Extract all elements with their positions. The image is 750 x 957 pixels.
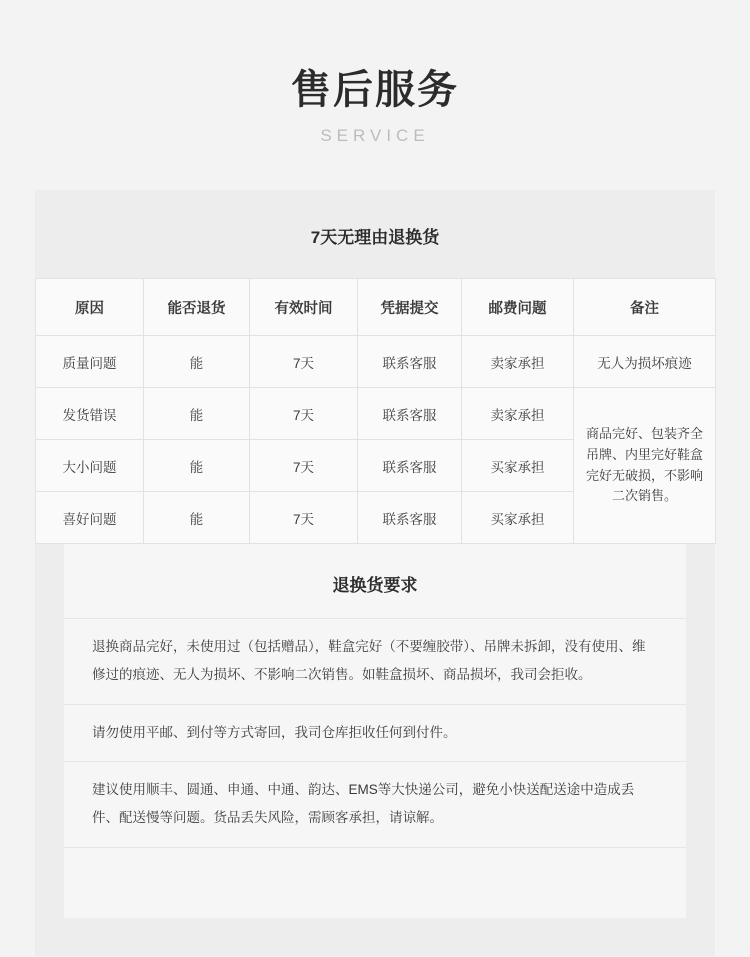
table-cell-reason: 质量问题 (36, 336, 144, 388)
table-header-cell: 有效时间 (250, 279, 358, 336)
table-header-cell: 备注 (574, 279, 716, 336)
table-cell-shipping-fee: 卖家承担 (462, 336, 574, 388)
requirement-paragraph: 退换商品完好，未使用过（包括赠品），鞋盒完好（不要缠胶带）、吊牌未拆卸，没有使用、维修过的痕迹、无人为损坏、不影响二次销售。如鞋盒损坏、商品损坏，我司会拒收。 (64, 618, 686, 704)
table-cell-evidence: 联系客服 (358, 388, 462, 440)
table-row (36, 336, 716, 388)
table-header-row (36, 279, 716, 336)
page-subtitle: SERVICE (320, 126, 430, 145)
table-header-cell: 原因 (36, 279, 144, 336)
table-cell-returnable: 能 (144, 440, 250, 492)
requirement-paragraph: 建议使用顺丰、圆通、申通、中通、韵达、EMS等大快递公司，避免小快送配送途中造成丢件、配送慢等问题。货品丢失风险，需顾客承担，请谅解。 (64, 761, 686, 847)
table-cell-shipping-fee: 买家承担 (462, 440, 574, 492)
table-cell-returnable: 能 (144, 336, 250, 388)
table-cell-returnable: 能 (144, 492, 250, 544)
table-cell-reason: 大小问题 (36, 440, 144, 492)
table-cell-evidence: 联系客服 (358, 336, 462, 388)
table-cell-valid-time: 7天 (250, 440, 358, 492)
page-header (0, 0, 750, 146)
table-cell-evidence: 联系客服 (358, 440, 462, 492)
table-cell-reason: 发货错误 (36, 388, 144, 440)
return-policy-table (35, 278, 716, 544)
table-header-cell: 凭据提交 (358, 279, 462, 336)
table-cell-valid-time: 7天 (250, 492, 358, 544)
table-cell-merged-note: 商品完好、包装齐全吊牌、内里完好鞋盒完好无破损，不影响二次销售。 (574, 388, 716, 544)
requirements-title: 退换货要求 (332, 576, 418, 595)
table-header-cell: 邮费问题 (462, 279, 574, 336)
requirements-divider (64, 847, 686, 884)
table-cell-shipping-fee: 卖家承担 (462, 388, 574, 440)
return-policy-panel (35, 190, 715, 956)
table-header-cell: 能否退货 (144, 279, 250, 336)
table-cell-reason: 喜好问题 (36, 492, 144, 544)
table-cell-returnable: 能 (144, 388, 250, 440)
table-row (36, 388, 716, 440)
panel-title: 7天无理由退换货 (310, 228, 440, 247)
table-cell-evidence: 联系客服 (358, 492, 462, 544)
table-cell-valid-time: 7天 (250, 336, 358, 388)
return-requirements-box (64, 544, 686, 918)
page-title: 售后服务 (291, 68, 459, 112)
table-cell-note: 无人为损坏痕迹 (574, 336, 716, 388)
requirement-paragraph: 请勿使用平邮、到付等方式寄回，我司仓库拒收任何到付件。 (64, 704, 686, 761)
table-cell-shipping-fee: 买家承担 (462, 492, 574, 544)
table-cell-valid-time: 7天 (250, 388, 358, 440)
